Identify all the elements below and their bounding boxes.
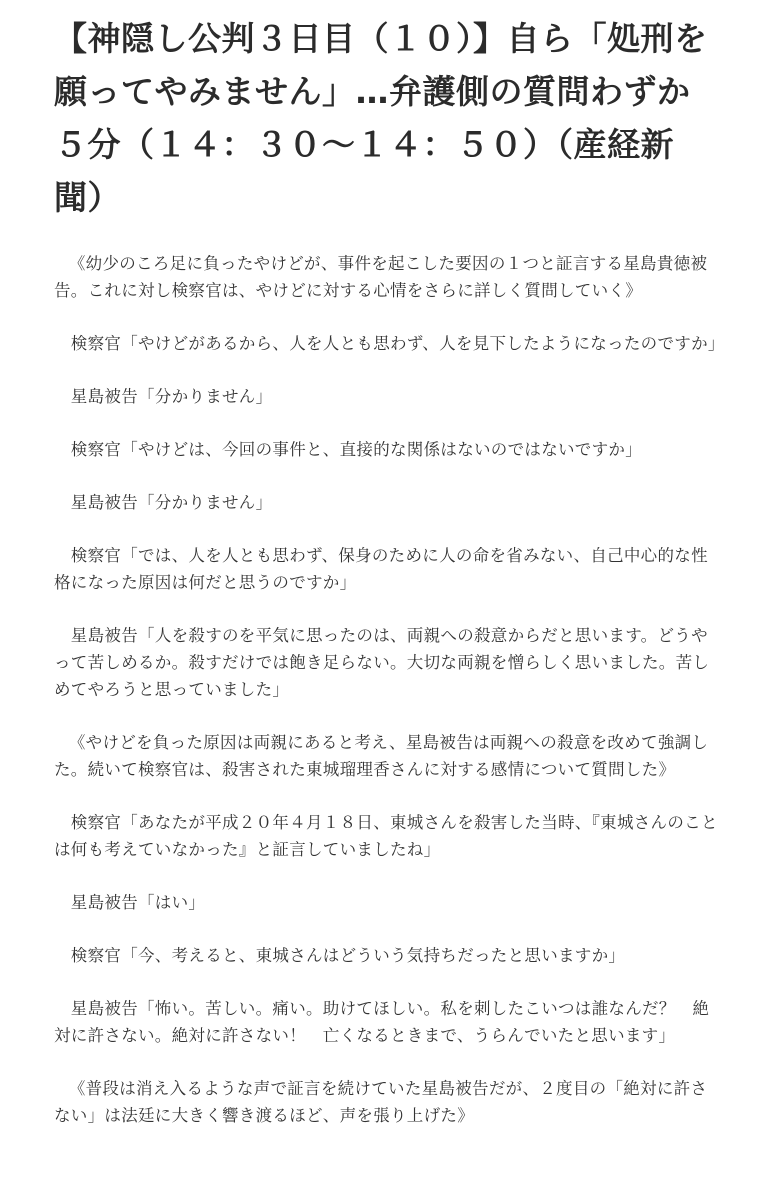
article-paragraph: 星島被告「分かりません」 bbox=[54, 493, 273, 512]
article-paragraph: 検察官「やけどは、今回の事件と、直接的な関係はないのではないですか」 bbox=[54, 440, 642, 459]
article-paragraph: 《幼少のころ足に負ったやけどが、事件を起こした要因の１つと証言する星島貴徳被告。これに対し検察官は、やけどに対する心情をさらに詳しく質問していく》 bbox=[54, 254, 708, 300]
article-body bbox=[54, 250, 725, 1129]
article bbox=[54, 0, 725, 1155]
article-paragraph: 検察官「今、考えると、東城さんはどういう気持ちだったと思いますか」 bbox=[54, 946, 626, 965]
article-paragraph: 星島被告「怖い。苦しい。痛い。助けてほしい。私を刺したこいつは誰なんだ？ 絶対に許さない。絶対に許さない！ 亡くなるときまで、うらんでいたと思います」 bbox=[54, 999, 710, 1045]
article-paragraph: 検察官「やけどがあるから、人を人とも思わず、人を見下したようになったのですか」 bbox=[54, 334, 725, 353]
article-paragraph: 《やけどを負った原因は両親にあると考え、星島被告は両親への殺意を改めて強調した。続いて検察官は、殺害された東城瑠理香さんに対する感情について質問した》 bbox=[54, 733, 709, 779]
article-paragraph: 検察官「あなたが平成２０年４月１８日、東城さんを殺害した当時、『東城さんのことは何も考えていなかった』と証言していましたね」 bbox=[54, 813, 718, 859]
article-paragraph: 《普段は消え入るような声で証言を続けていた星島被告だが、２度目の「絶対に許さない」は法廷に大きく響き渡るほど、声を張り上げた》 bbox=[54, 1079, 708, 1125]
article-paragraph: 星島被告「分かりません」 bbox=[54, 387, 273, 406]
article-paragraph: 検察官「では、人を人とも思わず、保身のために人の命を省みない、自己中心的な性格になった原因は何だと思うのですか」 bbox=[54, 546, 708, 592]
article-headline: 【神隠し公判３日目（１０）】自ら「処刑を願ってやみません」…弁護側の質問わずか５分（１４：３０～１４：５０）（産経新聞） bbox=[54, 19, 708, 217]
article-paragraph: 星島被告「人を殺すのを平気に思ったのは、両親への殺意からだと思います。どうやって苦しめるか。殺すだけでは飽き足らない。大切な両親を憎らしく思いました。苦しめてやろうと思っていました」 bbox=[54, 626, 710, 699]
article-paragraph: 星島被告「はい」 bbox=[54, 893, 206, 912]
